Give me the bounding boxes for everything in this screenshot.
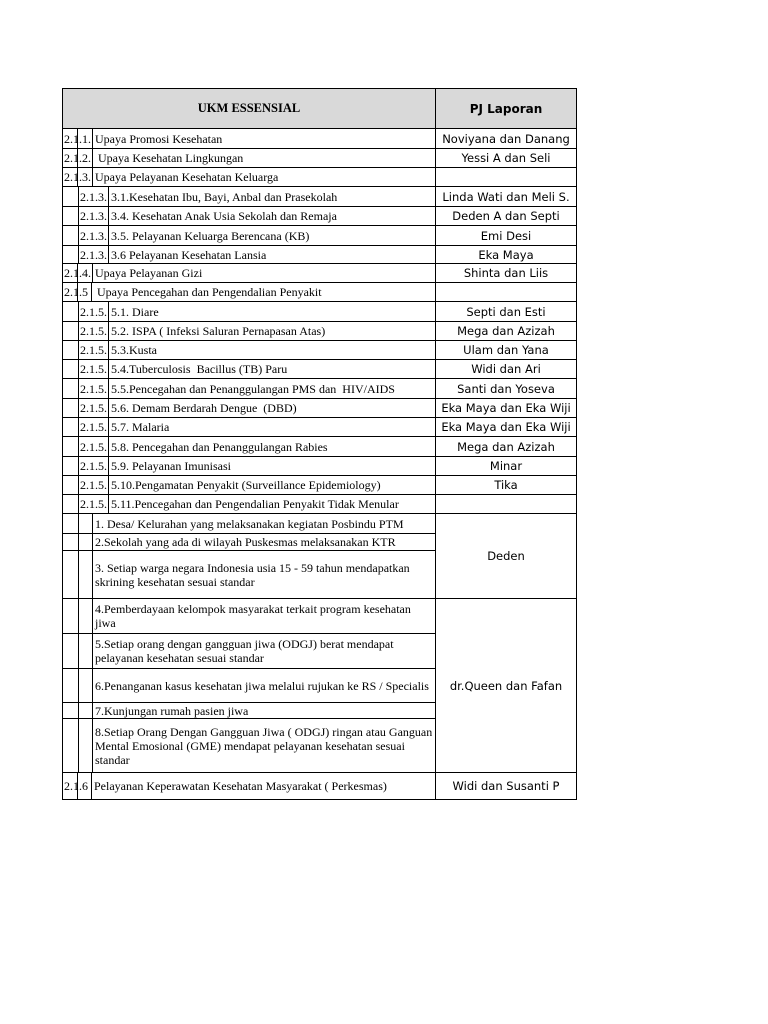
item-code: 2.1.4. — [62, 263, 93, 283]
item-label: Upaya Promosi Kesehatan — [92, 128, 436, 149]
indent-cell — [62, 533, 79, 551]
indent-cell — [78, 598, 93, 634]
item-code: 2.1.5. — [78, 475, 109, 495]
pj-laporan-cell: Septi dan Esti — [435, 301, 577, 322]
item-label: Pelayanan Keperawatan Kesehatan Masyarakat ( Perkesmas) — [91, 772, 436, 800]
item-code: 2.1.5 — [62, 282, 92, 302]
item-code: 2.1.5. — [78, 494, 109, 514]
sub-item-label: 3.6 Pelayanan Kesehatan Lansia — [108, 245, 436, 264]
item-code: 2.1.3. — [78, 206, 109, 226]
item-code: 2.1.2. — [62, 148, 93, 168]
sub-item-label: 5.11.Pencegahan dan Pengendalian Penyakit Tidak Menular — [108, 494, 436, 514]
pj-laporan-cell: Widi dan Ari — [435, 359, 577, 379]
pj-laporan-cell: Linda Wati dan Meli S. — [435, 186, 577, 207]
indent-cell — [62, 398, 79, 418]
pj-laporan-cell — [435, 494, 577, 514]
pj-laporan-cell: Minar — [435, 456, 577, 476]
sub-item-label: 5.5.Pencegahan dan Penanggulangan PMS dan HIV/AIDS — [108, 378, 436, 399]
indent-cell — [62, 598, 79, 634]
item-code: 2.1.6 — [62, 772, 92, 800]
indent-cell — [62, 456, 79, 476]
indent-cell — [78, 633, 93, 669]
indent-cell — [62, 206, 79, 226]
column-header-ukm-essensial: UKM ESSENSIAL — [62, 88, 436, 129]
column-header-pj-laporan: PJ Laporan — [435, 88, 577, 129]
item-code: 2.1.3. — [62, 167, 93, 187]
indent-cell — [62, 417, 79, 437]
indent-cell — [78, 550, 93, 599]
pj-laporan-cell: Mega dan Azizah — [435, 321, 577, 341]
item-code: 2.1.5. — [78, 436, 109, 457]
indent-cell — [78, 702, 93, 719]
indent-cell — [62, 436, 79, 457]
indent-cell — [62, 513, 79, 534]
item-label: Upaya Kesehatan Lingkungan — [92, 148, 436, 168]
sub-item-label: 5.9. Pelayanan Imunisasi — [108, 456, 436, 476]
pj-laporan-cell: Widi dan Susanti P — [435, 772, 577, 800]
item-label: Upaya Pelayanan Gizi — [92, 263, 436, 283]
item-code: 2.1.5. — [78, 417, 109, 437]
indent-cell — [62, 702, 79, 719]
indent-cell — [62, 186, 79, 207]
sub-item-label: 5.10.Pengamatan Penyakit (Surveillance Epidemiology) — [108, 475, 436, 495]
pj-laporan-cell: Mega dan Azizah — [435, 436, 577, 457]
indicator-label: 1. Desa/ Kelurahan yang melaksanakan kegiatan Posbindu PTM — [92, 513, 436, 534]
indent-cell — [62, 668, 79, 703]
indent-cell — [78, 513, 93, 534]
item-code: 2.1.3. — [78, 245, 109, 264]
indent-cell — [62, 321, 79, 341]
indicator-label: 5.Setiap orang dengan gangguan jiwa (ODGJ) berat mendapat pelayanan kesehatan sesuai standar — [92, 633, 436, 669]
pj-laporan-cell — [435, 167, 577, 187]
pj-laporan-cell: Emi Desi — [435, 225, 577, 246]
pj-laporan-table — [62, 88, 577, 799]
indent-cell — [62, 475, 79, 495]
sub-item-label: 5.2. ISPA ( Infeksi Saluran Pernapasan Atas) — [108, 321, 436, 341]
indent-cell — [62, 633, 79, 669]
pj-laporan-cell: Deden — [435, 513, 577, 599]
item-code: 2.1.5. — [78, 301, 109, 322]
pj-laporan-cell: Santi dan Yoseva — [435, 378, 577, 399]
item-code: 2.1.3. — [78, 186, 109, 207]
indicator-label: 2.Sekolah yang ada di wilayah Puskesmas melaksanakan KTR — [92, 533, 436, 551]
indent-cell — [62, 359, 79, 379]
indent-cell — [62, 301, 79, 322]
sub-item-label: 3.5. Pelayanan Keluarga Berencana (KB) — [108, 225, 436, 246]
indent-cell — [78, 533, 93, 551]
indicator-label: 7.Kunjungan rumah pasien jiwa — [92, 702, 436, 719]
pj-laporan-cell: Eka Maya — [435, 245, 577, 264]
indent-cell — [78, 668, 93, 703]
pj-laporan-cell: Shinta dan Liis — [435, 263, 577, 283]
item-code: 2.1.5. — [78, 378, 109, 399]
indent-cell — [62, 494, 79, 514]
pj-laporan-cell: Noviyana dan Danang — [435, 128, 577, 149]
sub-item-label: 5.3.Kusta — [108, 340, 436, 360]
sub-item-label: 5.6. Demam Berdarah Dengue (DBD) — [108, 398, 436, 418]
sub-item-label: 3.1.Kesehatan Ibu, Bayi, Anbal dan Prasekolah — [108, 186, 436, 207]
sub-item-label: 5.8. Pencegahan dan Penanggulangan Rabies — [108, 436, 436, 457]
sub-item-label: 5.1. Diare — [108, 301, 436, 322]
item-code: 2.1.5. — [78, 340, 109, 360]
item-code: 2.1.3. — [78, 225, 109, 246]
indent-cell — [62, 550, 79, 599]
pj-laporan-cell: Yessi A dan Seli — [435, 148, 577, 168]
pj-laporan-cell: Deden A dan Septi — [435, 206, 577, 226]
item-code: 2.1.5. — [78, 321, 109, 341]
pj-laporan-cell: Eka Maya dan Eka Wiji — [435, 398, 577, 418]
indent-cell — [78, 718, 93, 773]
item-code: 2.1.5. — [78, 359, 109, 379]
indent-cell — [62, 378, 79, 399]
item-label: Upaya Pelayanan Kesehatan Keluarga — [92, 167, 436, 187]
item-label: Upaya Pencegahan dan Pengendalian Penyakit — [91, 282, 436, 302]
indicator-label: 3. Setiap warga negara Indonesia usia 15 - 59 tahun mendapatkan skrining kesehatan sesuai standar — [92, 550, 436, 599]
pj-laporan-cell: Tika — [435, 475, 577, 495]
sub-item-label: 5.4.Tuberculosis Bacillus (TB) Paru — [108, 359, 436, 379]
pj-laporan-cell: Ulam dan Yana — [435, 340, 577, 360]
pj-laporan-cell: dr.Queen dan Fafan — [435, 598, 577, 773]
item-code: 2.1.5. — [78, 456, 109, 476]
indent-cell — [62, 340, 79, 360]
indent-cell — [62, 225, 79, 246]
indent-cell — [62, 245, 79, 264]
item-code: 2.1.1. — [62, 128, 93, 149]
indicator-label: 6.Penanganan kasus kesehatan jiwa melalui rujukan ke RS / Specialis — [92, 668, 436, 703]
sub-item-label: 3.4. Kesehatan Anak Usia Sekolah dan Remaja — [108, 206, 436, 226]
indicator-label: 8.Setiap Orang Dengan Gangguan Jiwa ( ODGJ) ringan atau Ganguan Mental Emosional (GME) mendapat pelayanan kesehatan sesuai standar — [92, 718, 436, 773]
indicator-label: 4.Pemberdayaan kelompok masyarakat terkait program kesehatan jiwa — [92, 598, 436, 634]
sub-item-label: 5.7. Malaria — [108, 417, 436, 437]
pj-laporan-cell: Eka Maya dan Eka Wiji — [435, 417, 577, 437]
item-code: 2.1.5. — [78, 398, 109, 418]
pj-laporan-cell — [435, 282, 577, 302]
indent-cell — [62, 718, 79, 773]
